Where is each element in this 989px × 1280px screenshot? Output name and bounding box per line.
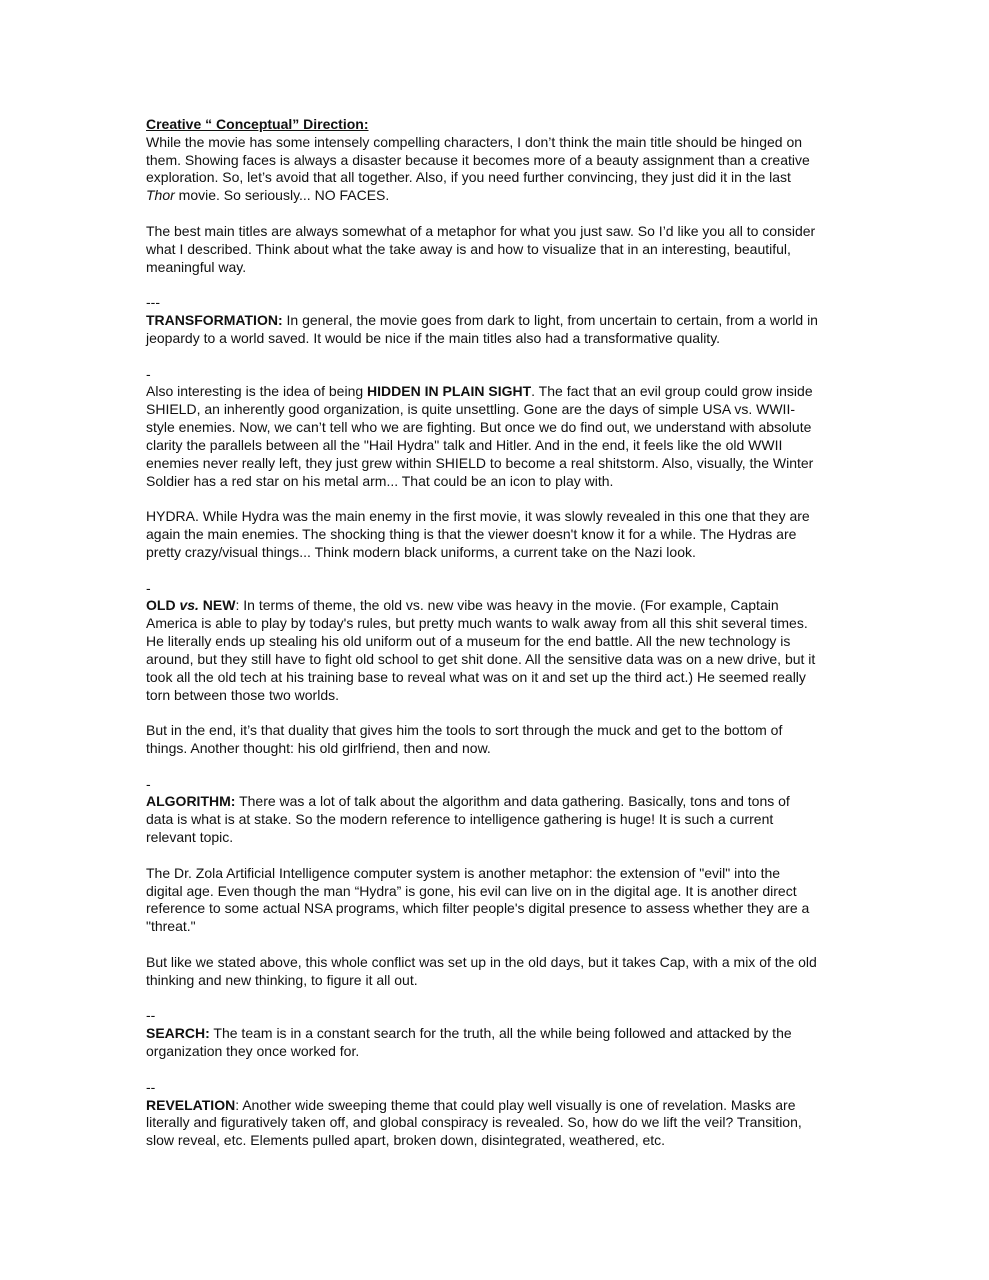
body-text: There was a lot of talk about the algorithm and data gathering. Basically, tons and tons of [235,793,790,810]
text-line [146,437,866,455]
heading-text: HIDDEN IN PLAIN SIGHT [367,383,532,400]
text-line [146,811,866,829]
body-text: meaningful way. [146,258,247,275]
text-line [146,883,866,901]
heading-text: SEARCH: [146,1025,210,1042]
body-text: thinking and new thinking, to figure it all out. [146,971,418,988]
paragraph-hydra [146,508,866,561]
heading-text: OLD [146,597,180,614]
text-line [146,152,866,170]
body-text: The team is in a constant search for the truth, all the while being followed and attacked by the [209,1025,792,1042]
body-text: SHIELD, an inherently good organization, is quite unsettling. Gone are the days of simple USA vs. WWII- [146,401,795,418]
body-text: style enemies. Now, we can’t tell who we are fighting. But once we do find out, we understand with absolute [146,419,812,436]
heading-text: REVELATION [146,1096,236,1113]
text-line [146,633,866,651]
paragraph-hidden-in-plain-sight [146,366,866,491]
heading-text: TRANSFORMATION: [146,312,283,329]
text-line [146,900,866,918]
text-line [146,401,866,419]
paragraph-transformation [146,294,866,347]
paragraph-zola [146,865,866,936]
paragraph-search [146,1007,866,1060]
text-line [146,1025,866,1043]
body-text: -- [146,1078,156,1095]
body-text: clarity the parallels between all the "Hail Hydra" talk and Hitler. And in the end, it feels like the old WWII [146,436,783,453]
paragraph-metaphor [146,223,866,276]
body-text: "threat." [146,918,196,935]
body-text: - [146,775,151,792]
text-line [146,651,866,669]
body-text: -- [146,1007,156,1024]
paragraph-intro [146,116,866,205]
body-text: Also interesting is the idea of being [146,383,368,400]
text-line [146,669,866,687]
body-text: --- [146,294,160,311]
text-line [146,722,866,740]
text-line [146,615,866,633]
body-text: torn between those two worlds. [146,686,339,703]
text-line [146,918,866,936]
paragraph-duality [146,722,866,758]
text-line [146,1114,866,1132]
body-text: But like we stated above, this whole conflict was set up in the old days, but it takes Cap, with a mix of the old [146,953,817,970]
body-text: movie. So seriously... NO FACES. [174,187,390,204]
text-line [146,544,866,562]
body-text: The Dr. Zola Artificial Intelligence computer system is another metaphor: the extension of "evil" into the [146,864,781,881]
body-text: While the movie has some intensely compelling characters, I don’t think the main title should be hinged on [146,133,803,150]
text-line [146,312,866,330]
body-text: HYDRA. While Hydra was the main enemy in the first movie, it was slowly revealed in this one that they are [146,508,810,525]
body-text: organization they once worked for. [146,1043,360,1060]
text-line [146,294,866,312]
text-line [146,366,866,384]
text-line [146,954,866,972]
paragraph-old-vs-new [146,580,866,705]
body-text: . The fact that an evil group could grow inside [531,383,813,400]
text-line [146,1079,866,1097]
heading-text: Creative “ Conceptual” Direction: [146,116,369,132]
body-text: took all the old tech at his training base to reveal what was on it and set up the third act.) He seemed really [146,668,806,685]
document-page [146,116,866,1168]
body-text: reference to some actual NSA programs, which filter people's digital presence to assess whether they are a [146,900,810,917]
text-line [146,580,866,598]
text-line [146,223,866,241]
body-text: them. Showing faces is always a disaster because it becomes more of a beauty assignment than a creative [146,151,810,168]
heading-text: ALGORITHM: [146,793,236,810]
text-line [146,187,866,205]
body-text: around, but they still have to fight old school to get shit done. All the sensitive data was on a new drive, but it [146,650,816,667]
body-text: But in the end, it’s that duality that gives him the tools to sort through the muck and get to the bottom of [146,722,783,739]
text-line [146,740,866,758]
body-text: slow reveal, etc. Elements pulled apart, broken down, disintegrated, weathered, etc. [146,1132,666,1149]
text-line [146,829,866,847]
text-line [146,419,866,437]
text-line [146,972,866,990]
text-line [146,865,866,883]
body-text: jeopardy to a world saved. It would be nice if the main titles also had a transformative quality. [146,329,721,346]
body-text: : Another wide sweeping theme that could play well visually is one of revelation. Masks are [235,1096,796,1113]
body-text: what I described. Think about what the take away is and how to visualize that in an interesting, beautiful, [146,240,791,257]
body-text: : In terms of theme, the old vs. new vibe was heavy in the movie. (For example, Captain [235,597,779,614]
paragraph-algorithm [146,776,866,847]
body-text: things. Another thought: his old girlfriend, then and now. [146,739,491,756]
body-text: In general, the movie goes from dark to light, from uncertain to certain, from a world in [282,312,818,329]
heading-text: NEW [198,597,236,614]
body-text: The best main titles are always somewhat of a metaphor for what you just saw. So I’d like you all to consider [146,222,816,239]
body-text: enemies never really left, they just grew within SHIELD to become a real shitstorm. Also, visually, the Winter [146,454,814,471]
text-line [146,455,866,473]
text-line [146,473,866,491]
text-line [146,330,866,348]
text-line [146,793,866,811]
text-line [146,241,866,259]
text-line [146,1007,866,1025]
paragraph-old-days [146,954,866,990]
body-text: digital age. Even though the man “Hydra” is gone, his evil can live on in the digital age. It is another direct [146,882,797,899]
text-line [146,134,866,152]
text-line [146,1132,866,1150]
body-text: relevant topic. [146,829,234,846]
body-text: Soldier has a red star on his metal arm... That could be an icon to play with. [146,472,614,489]
text-line [146,1043,866,1061]
text-line [146,526,866,544]
text-line [146,508,866,526]
body-text: exploration. So, let’s avoid that all together. Also, if you need further convincing, they just did it in the last [146,169,791,186]
body-text: - [146,365,151,382]
body-text: Thor [146,187,175,204]
body-text: again the main enemies. The shocking thing is that the viewer doesn't know it for a while. The Hydras are [146,526,797,543]
text-line [146,383,866,401]
text-line [146,776,866,794]
text-line [146,1097,866,1115]
body-text: He literally ends up stealing his old uniform out of a museum for the end battle. All the new technology is [146,633,791,650]
text-line [146,259,866,277]
text-line [146,169,866,187]
paragraph-revelation [146,1079,866,1150]
body-text: America is able to play by today's rules, but pretty much wants to walk away from all this shit several times. [146,615,808,632]
body-text: - [146,579,151,596]
body-text: pretty crazy/visual things... Think modern black uniforms, a current take on the Nazi look. [146,543,696,560]
text-line [146,597,866,615]
body-text: literally and figuratively taken off, and global conspiracy is revealed. So, how do we lift the veil? Transition, [146,1114,802,1131]
text-line [146,687,866,705]
heading-text: vs. [179,597,199,614]
body-text: data is what is at stake. So the modern reference to intelligence gathering is huge! It is such a current [146,811,774,828]
text-line [146,116,866,134]
